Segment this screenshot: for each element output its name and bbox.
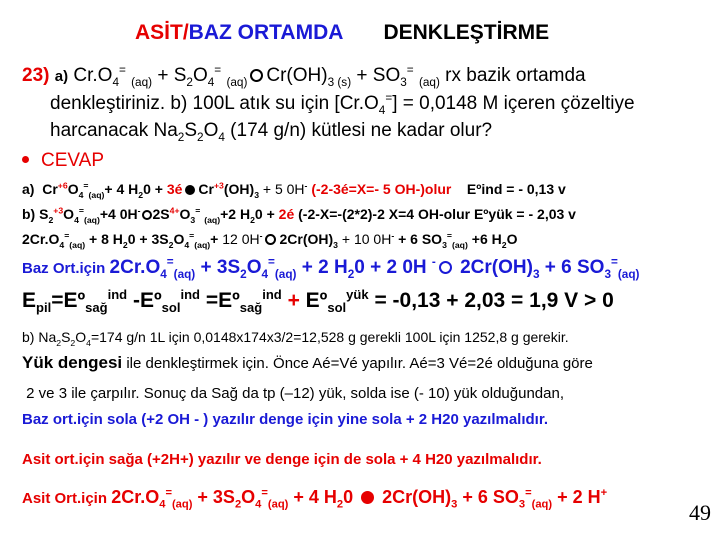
charge-balance-line — [22, 354, 593, 371]
mass-calculation: b) $Na_2S_2O_4=174$ g/n 1L için 0,0148x174x3/2=12,528 g gerekli 100L için 1252,8 g gerekir. — [22, 329, 569, 348]
combined-start: 2Cr.O — [22, 231, 60, 247]
acid-equation: Asit Ort.için $2Cr.O_4^=_{(aq)} + 3S_2O_4^=_{(aq)} + 4$ $H_20$ $2Cr(OH)_3 + 6$ $SO_3^=_{(aq)} + 2$ H+ — [22, 487, 608, 511]
half-reaction-a: a) $Cr^{+6}O_4^=_{(aq)}+ 4$ $H_20$ + 3é $Cr^{+3}(OH)_3 + 5$ 0H- (-2-3é=X=- 5 OH-)olur Eºind = - 0,13 v — [22, 180, 566, 200]
problem-text: denkleştiriniz. b) 100L atık su için [Cr.O — [50, 93, 379, 114]
reaction-arrow-icon — [185, 185, 195, 195]
problem-text: (174 g/n) kütlesi ne kadar olur? — [224, 120, 493, 141]
reaction-arrow-icon — [142, 210, 152, 220]
electron-note: (-2-3é=X=- 5 OH-)olur — [311, 181, 452, 197]
problem-line-2: denkleştiriniz. b) 100L atık su için $[Cr.O_4^=] = 0,0148$ M içeren çözeltiye — [50, 91, 635, 117]
reaction-arrow-icon — [361, 491, 374, 504]
problem-number: 23) — [22, 65, 50, 86]
base-label: Baz Ort.için — [22, 260, 106, 277]
bullet-icon — [22, 156, 29, 163]
epil-equation: $E_{pil}=Eº_{sağ}^{ind}$ -Eº$_{sol}^{ind}$ =Eº$_{sağ}^{ind}$ + Eº$_{sol}^{yük}$ = -0,13 + 2,03 = 1,9 V > 0 — [22, 287, 614, 316]
problem-text: rx bazik ortamda — [445, 65, 586, 86]
reaction-arrow-icon — [439, 261, 452, 274]
base-rule: Baz ort.için sola (+2 OH - ) yazılır denge için yine sola + 2 H20 yazılmalıdır. — [22, 411, 549, 428]
half-reaction-b: b) $S_2^{+3}O_4^=_{(aq)}+4$ 0H- $2S^{4+}O_3^=$ $_{(aq)}$+2 $H_20$ + 2é (-2-X=-(2*2)-2 X=4 OH-olur Eºyük = - 2,03 v — [22, 205, 576, 225]
charge-balance-text: ile denkleştirmek için. Önce Aé=Vé yapılır. Aé=3 Vé=2é olduğuna göre — [126, 355, 593, 372]
reaction-arrow-icon — [250, 69, 263, 82]
title-balancing: DENKLEŞTİRME — [383, 21, 550, 44]
base-equation: Baz Ort.için $2Cr.O_4^=_{(aq)} + 3S_2O_4^=_{(aq)} + 2$ $H_20 + 2$ 0H - $2Cr(OH)_3 + 6$ $SO_3^=_{(aq)}$ — [22, 255, 640, 281]
problem-text: harcanacak Na — [50, 120, 178, 141]
multiply-note: 2 ve 3 ile çarpılır. Sonuç da Sağ da tp (–12) yük, solda ise (- 10) yük olduğundan, — [26, 385, 564, 402]
page-number: 49 — [689, 500, 711, 525]
electron-note: (-2-X=-(2*2)-2 X=4 OH-olur Eºyük = - 2,03 v — [298, 206, 576, 222]
reaction-arrow-icon — [265, 234, 276, 245]
combined-reaction: $2Cr.O_4^=_{(aq)} + 8$ $H_20 + 3S_2O_4^=_{(aq)}+ 12$ 0H- $2Cr(OH)_3 + 10$ 0H- + 6 $SO_3^=_{(aq)} +6$ $H_2O$ — [22, 230, 518, 250]
charge-balance-title: Yük dengesi — [22, 353, 123, 372]
title-base: BAZ ORTAMDA — [188, 21, 344, 44]
answer-heading: CEVAP — [22, 151, 104, 170]
acid-rule: Asit ort.için sağa (+2H+) yazılır ve denge için de sola + 4 H20 yazılmalıdır. — [22, 451, 542, 468]
part-a-label: a) — [54, 68, 69, 85]
title-acid: ASİT/ — [135, 21, 189, 44]
acid-label: Asit Ort.için — [22, 490, 108, 507]
eind-value: Eºind = - 0,13 v — [466, 181, 566, 197]
problem-line-1: 23) a) $Cr.O_4^=$ $_{(aq)} + S_2O_4^=$ $_{(aq)}$ $Cr(OH)_{3 (s)} + SO_3^=$ $_{(aq)}$ rx bazik ortamda — [22, 63, 586, 89]
problem-line-3: harcanacak $Na_2S_2O_4$ (174 g/n) kütlesi ne kadar olur? — [50, 120, 493, 144]
problem-text: ] = 0,0148 M içeren çözeltiye — [392, 93, 635, 114]
epil-value: = -0,13 + 2,03 = 1,9 V > 0 — [374, 289, 614, 312]
page-title — [135, 22, 549, 43]
